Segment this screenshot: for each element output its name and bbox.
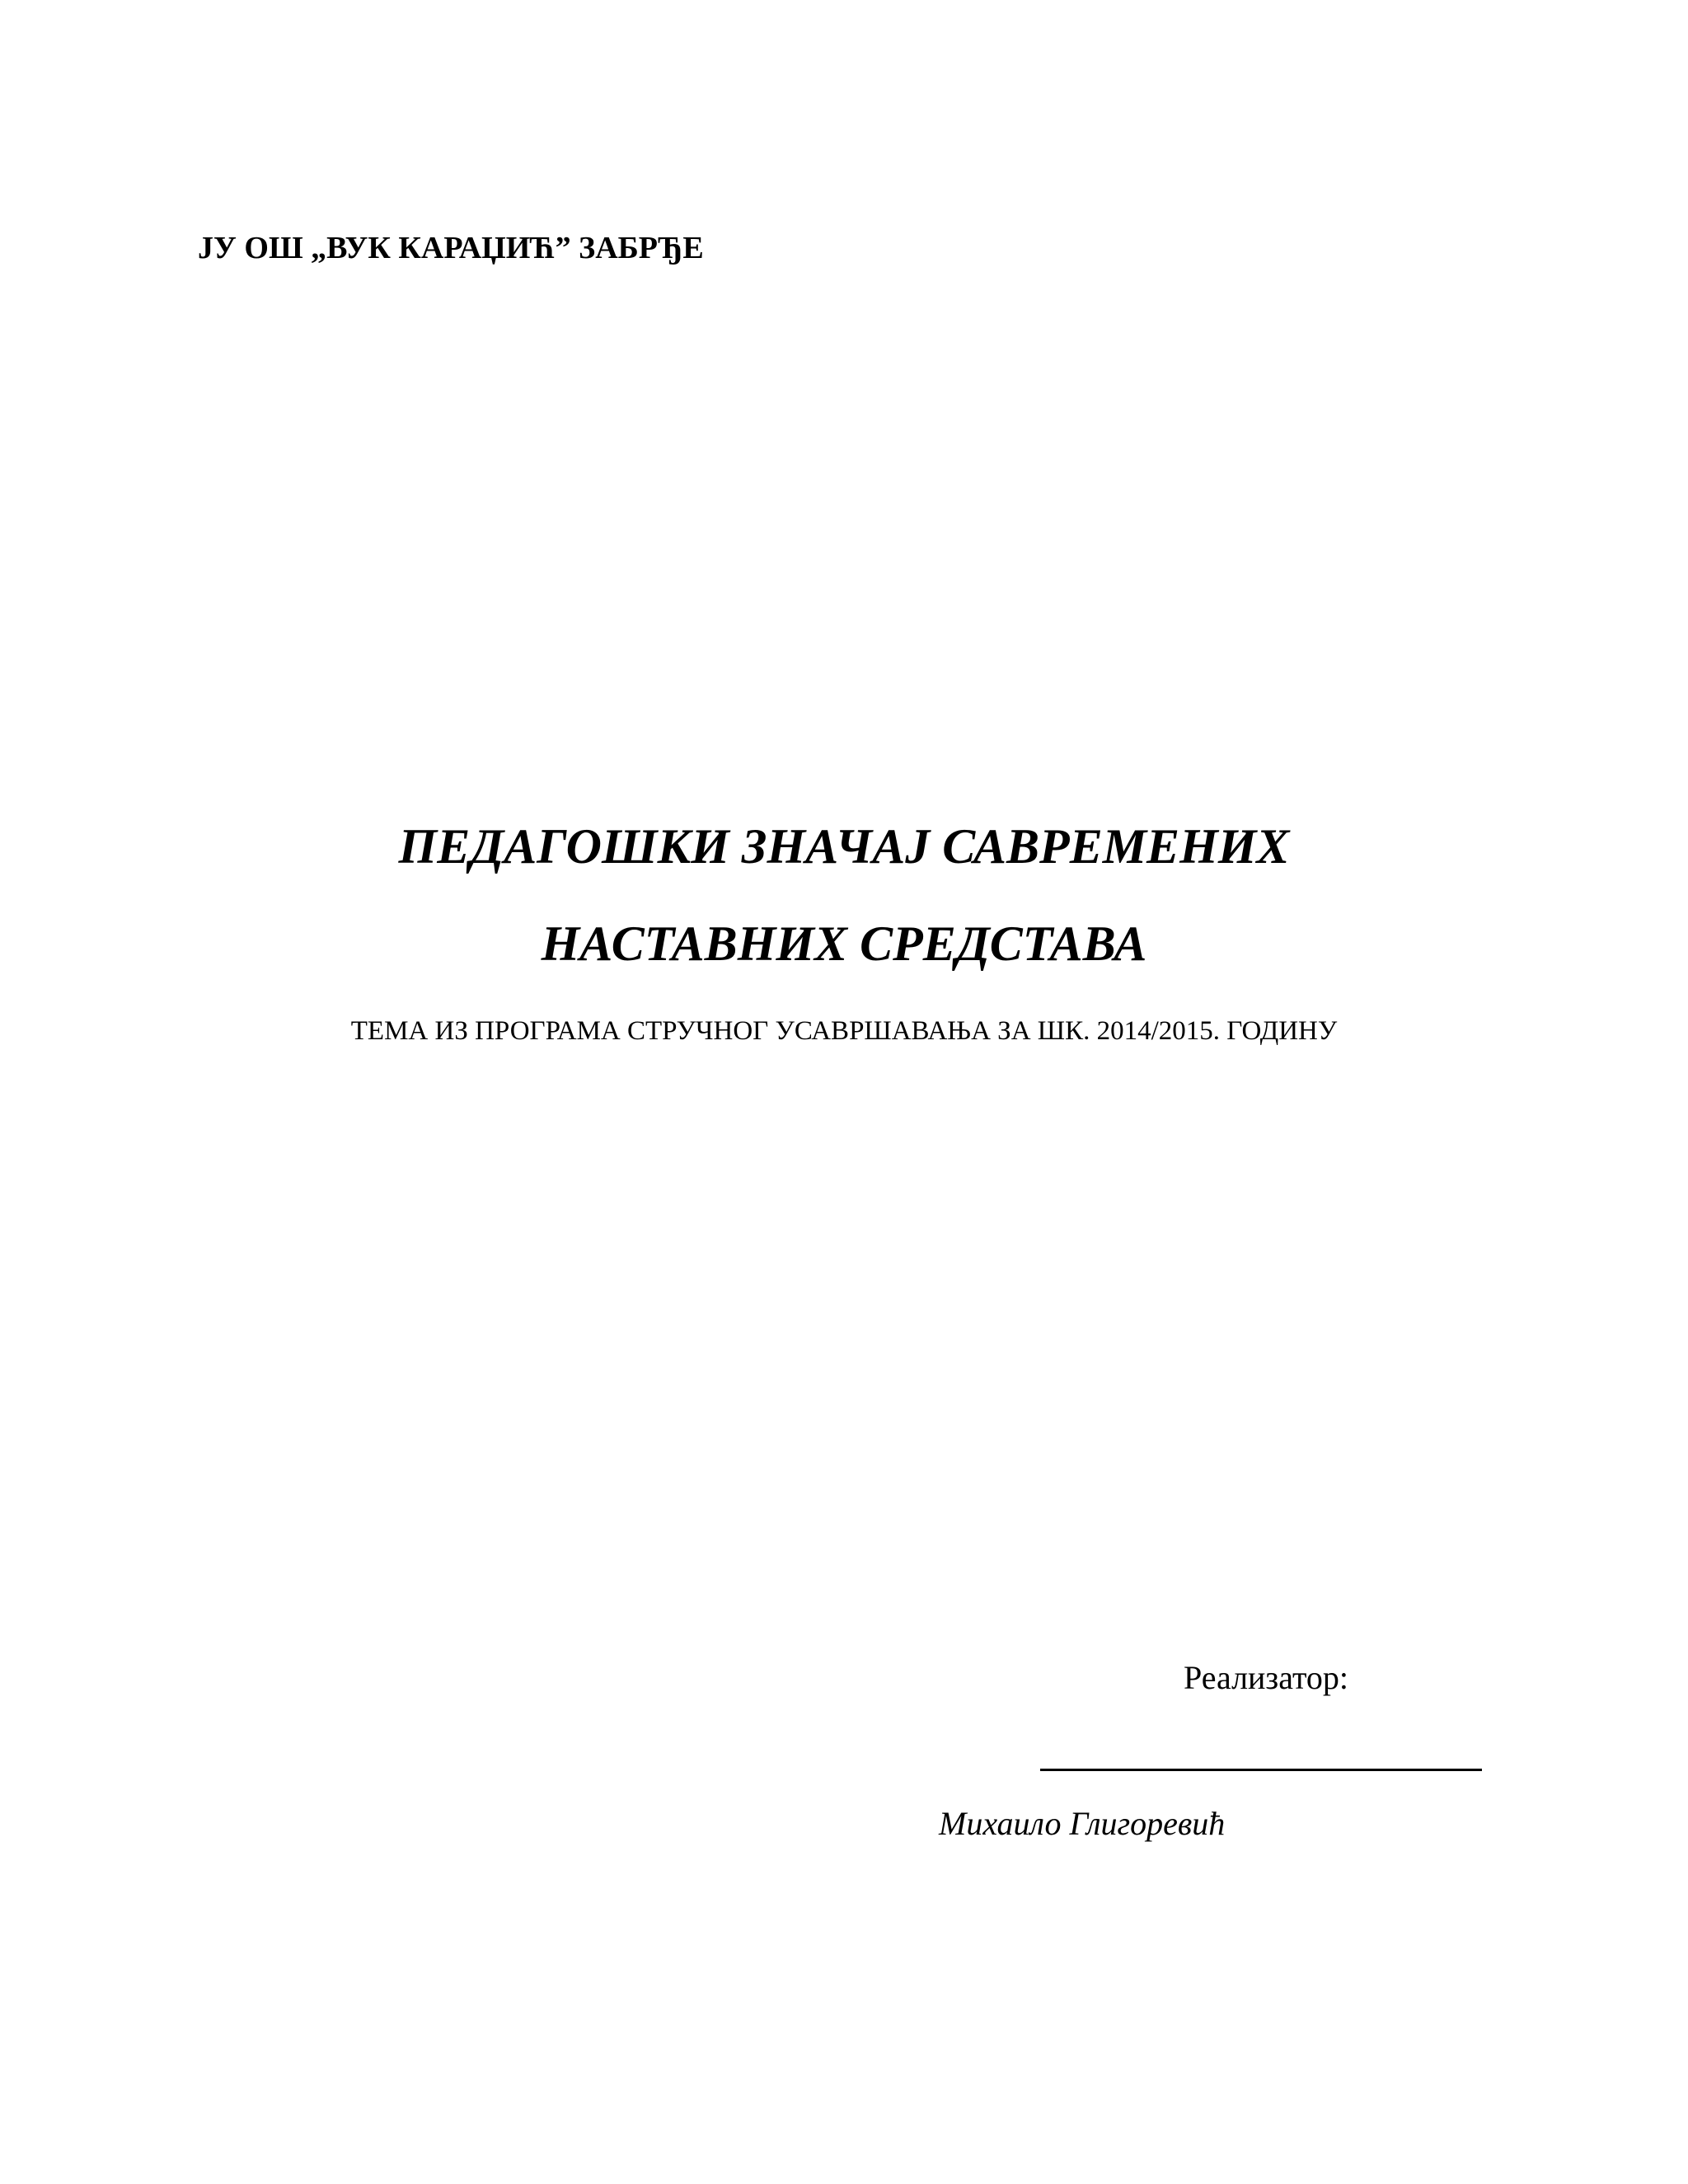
author-label: Реализатор:	[1184, 1659, 1349, 1696]
document-subtitle: ТЕМА ИЗ ПРОГРАМА СТРУЧНОГ УСАВРШАВАЊА ЗА ШК. 2014/2015. ГОДИНУ	[350, 1016, 1338, 1046]
signature-line	[1040, 1769, 1482, 1771]
document-title-line-2: НАСТАВНИХ СРЕДСТАВА	[541, 916, 1147, 971]
document-title-line-1: ПЕДАГОШКИ ЗНАЧАЈ САВРЕМЕНИХ	[398, 819, 1290, 874]
institution-name: ЈУ ОШ „ВУК КАРАЏИЋ” ЗАБРЂЕ	[198, 231, 704, 265]
author-name: Михаило Глигоревић	[939, 1805, 1226, 1842]
